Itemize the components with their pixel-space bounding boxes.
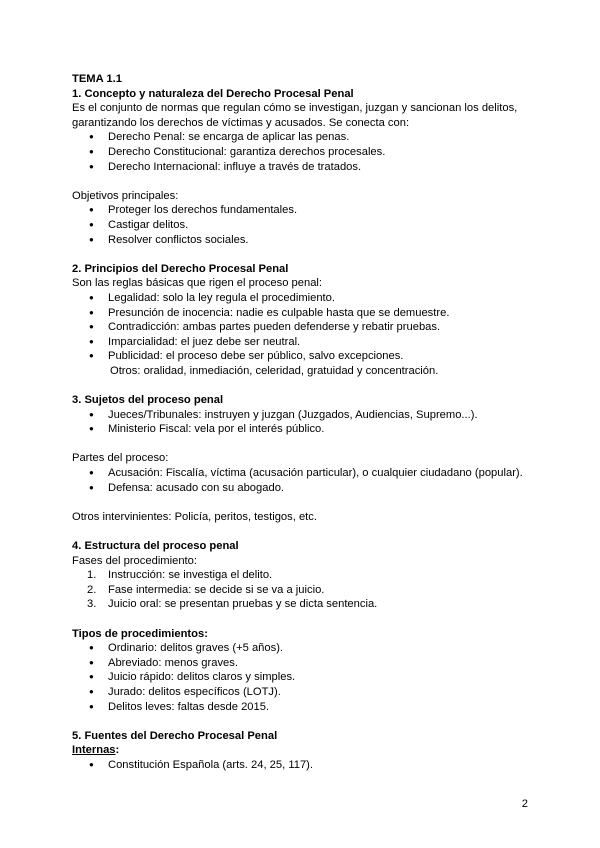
list-item-text: Instrucción: se investiga el delito. <box>108 569 273 582</box>
list-item: ● Proteger los derechos fundamentales. <box>72 203 532 218</box>
section-2-intro: Son las reglas básicas que rigen el proceso penal: <box>72 277 323 290</box>
list-number: 2. <box>87 583 97 596</box>
list-item: ● Legalidad: solo la ley regula el procedimiento. <box>72 291 532 306</box>
internas-title-colon: : <box>115 744 120 757</box>
list-item-text: Juicio oral: se presentan pruebas y se dicta sentencia. <box>108 598 378 611</box>
list-item: ● Imparcialidad: el juez debe ser neutral. <box>72 335 532 350</box>
list-item: ● Juicio rápido: delitos claros y simples. <box>72 670 532 685</box>
list-item-text: Fase intermedia: se decide si se va a juicio. <box>108 583 325 596</box>
connections-list <box>72 130 532 174</box>
list-item <box>72 597 532 612</box>
list-item: ● Publicidad: el proceso debe ser público, salvo excepciones. <box>72 349 532 364</box>
document-page <box>72 72 532 773</box>
list-item: ● Constitución Española (arts. 24, 25, 117). <box>72 758 532 773</box>
tipos-title: Tipos de procedimientos: <box>72 627 208 640</box>
internas-title-text: Internas <box>72 744 116 757</box>
list-item: ● Defensa: acusado con su abogado. <box>72 481 532 496</box>
list-item: ● Delitos leves: faltas desde 2015. <box>72 700 532 715</box>
list-item: ● Presunción de inocencia: nadie es culpable hasta que se demuestre. <box>72 306 532 321</box>
spacer <box>72 524 532 539</box>
list-item: ● Ministerio Fiscal: vela por el interés público. <box>72 422 532 437</box>
list-item: ● Derecho Penal: se encarga de aplicar las penas. <box>72 130 532 145</box>
page-number: 2 <box>521 798 528 810</box>
spacer <box>72 437 532 452</box>
internas-list <box>72 758 532 773</box>
partes-list <box>72 466 532 495</box>
list-number: 3. <box>87 598 97 611</box>
section-2-heading: 2. Principios del Derecho Procesal Penal <box>72 262 289 275</box>
list-item <box>72 583 532 598</box>
list-item: ● Jurado: delitos específicos (LOTJ). <box>72 685 532 700</box>
list-item: ● Acusación: Fiscalía, víctima (acusación particular), o cualquier ciudadano (popular). <box>72 466 532 481</box>
objetivos-title: Objetivos principales: <box>72 189 179 202</box>
sujetos-list <box>72 408 532 437</box>
spacer <box>72 495 532 510</box>
principios-otros: Otros: oralidad, inmediación, celeridad, gratuidad y concentración. <box>110 364 439 377</box>
tema-title: TEMA 1.1 <box>72 73 122 85</box>
spacer <box>72 378 532 393</box>
list-item: ● Ordinario: delitos graves (+5 años). <box>72 641 532 656</box>
spacer <box>72 174 532 189</box>
spacer <box>72 247 532 262</box>
section-4-heading: 4. Estructura del proceso penal <box>72 540 239 552</box>
partes-title: Partes del proceso: <box>72 452 169 465</box>
list-number: 1. <box>87 569 97 582</box>
objetivos-list <box>72 203 532 247</box>
list-item: ● Contradicción: ambas partes pueden defenderse y rebatir pruebas. <box>72 320 532 335</box>
list-item: ● Castigar delitos. <box>72 218 532 233</box>
section-1-intro-line-1: Es el conjunto de normas que regulan cómo se investigan, juzgan y sancionan los delitos, <box>72 102 518 115</box>
internas-title <box>72 743 532 758</box>
section-1-intro-line-2: garantizando los derechos de víctimas y acusados. Se conecta con: <box>72 116 410 129</box>
principios-list <box>72 291 532 364</box>
otros-intervinientes: Otros intervinientes: Policía, peritos, testigos, etc. <box>72 510 317 523</box>
tipos-list <box>72 641 532 714</box>
list-item: ● Derecho Constitucional: garantiza derechos procesales. <box>72 145 532 160</box>
list-item: ● Abreviado: menos graves. <box>72 656 532 671</box>
list-item: ● Resolver conflictos sociales. <box>72 233 532 248</box>
section-1-heading: 1. Concepto y naturaleza del Derecho Procesal Penal <box>72 87 354 100</box>
fases-title: Fases del procedimiento: <box>72 554 197 567</box>
spacer <box>72 612 532 627</box>
fases-list <box>72 568 532 612</box>
list-item: ● Derecho Internacional: influye a través de tratados. <box>72 160 532 175</box>
spacer <box>72 714 532 729</box>
section-3-heading: 3. Sujetos del proceso penal <box>72 394 224 407</box>
section-5-heading: 5. Fuentes del Derecho Procesal Penal <box>72 729 278 742</box>
list-item <box>72 568 532 583</box>
list-item: ● Jueces/Tribunales: instruyen y juzgan (Juzgados, Audiencias, Supremo...). <box>72 408 532 423</box>
